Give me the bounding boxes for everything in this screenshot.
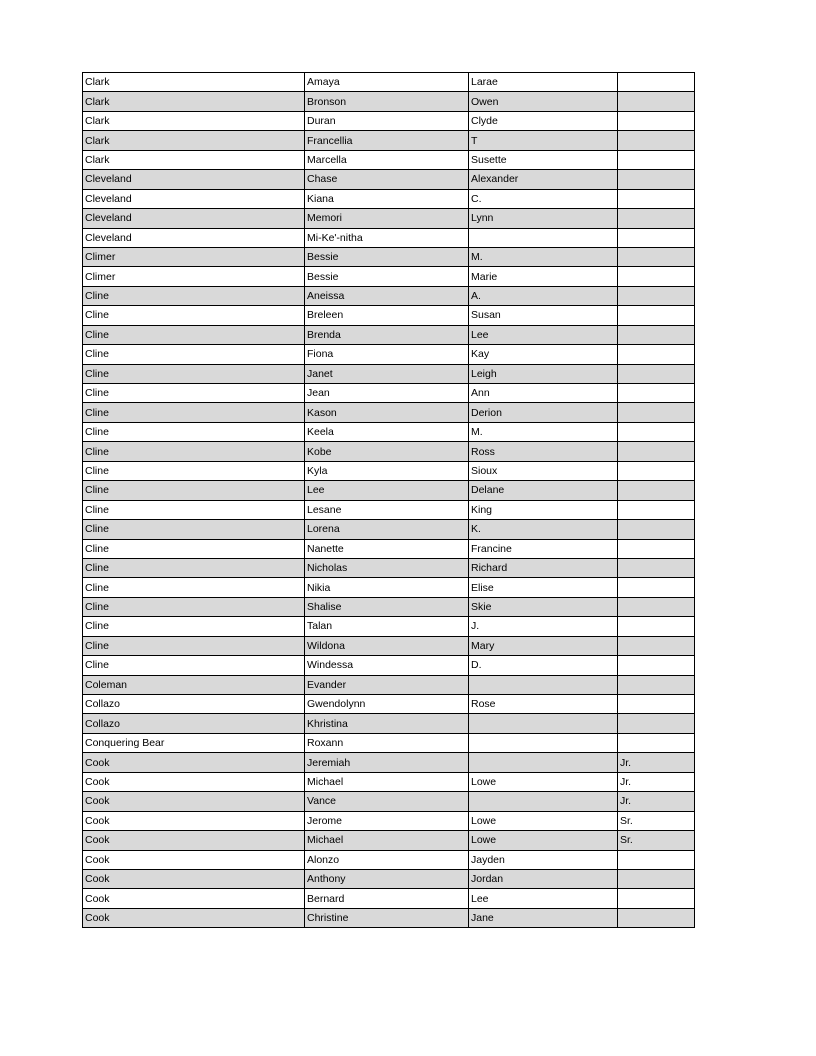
first-name-cell: Vance [305,792,469,811]
first-name-cell: Talan [305,617,469,636]
last-name-cell: Cline [83,461,305,480]
table-row [83,422,695,441]
middle-name-cell: Jordan [469,869,618,888]
last-name-cell: Cook [83,831,305,850]
table-row [83,695,695,714]
table-row [83,228,695,247]
table-row [83,209,695,228]
middle-name-cell [469,228,618,247]
first-name-cell: Gwendolynn [305,695,469,714]
last-name-cell: Clark [83,150,305,169]
last-name-cell: Cook [83,850,305,869]
table-row [83,461,695,480]
first-name-cell: Lesane [305,500,469,519]
first-name-cell: Bessie [305,267,469,286]
first-name-cell: Michael [305,831,469,850]
last-name-cell: Clark [83,111,305,130]
first-name-cell: Jerome [305,811,469,830]
middle-name-cell: T [469,131,618,150]
first-name-cell: Janet [305,364,469,383]
table-row [83,520,695,539]
last-name-cell: Cline [83,636,305,655]
last-name-cell: Cline [83,442,305,461]
middle-name-cell: M. [469,422,618,441]
first-name-cell: Windessa [305,656,469,675]
first-name-cell: Aneissa [305,286,469,305]
suffix-cell: Jr. [618,753,695,772]
middle-name-cell: Susan [469,306,618,325]
table-row [83,267,695,286]
first-name-cell: Wildona [305,636,469,655]
suffix-cell [618,733,695,752]
suffix-cell [618,422,695,441]
last-name-cell: Clark [83,131,305,150]
middle-name-cell [469,753,618,772]
first-name-cell: Alonzo [305,850,469,869]
first-name-cell: Christine [305,908,469,927]
first-name-cell: Roxann [305,733,469,752]
table-row [83,636,695,655]
last-name-cell: Cline [83,403,305,422]
suffix-cell: Jr. [618,792,695,811]
suffix-cell [618,850,695,869]
table-row [83,500,695,519]
first-name-cell: Kobe [305,442,469,461]
suffix-cell [618,908,695,927]
table-row [83,403,695,422]
middle-name-cell: D. [469,656,618,675]
middle-name-cell: Ann [469,384,618,403]
suffix-cell [618,189,695,208]
table-row [83,384,695,403]
first-name-cell: Brenda [305,325,469,344]
suffix-cell [618,520,695,539]
middle-name-cell: Marie [469,267,618,286]
table-row [83,306,695,325]
suffix-cell [618,170,695,189]
table-row [83,539,695,558]
last-name-cell: Collazo [83,714,305,733]
last-name-cell: Cook [83,811,305,830]
middle-name-cell: Elise [469,578,618,597]
suffix-cell [618,150,695,169]
table-row [83,247,695,266]
table-row [83,772,695,791]
first-name-cell: Breleen [305,306,469,325]
last-name-cell: Cook [83,869,305,888]
last-name-cell: Cline [83,597,305,616]
table-row [83,733,695,752]
last-name-cell: Cleveland [83,209,305,228]
suffix-cell [618,92,695,111]
last-name-cell: Cleveland [83,189,305,208]
first-name-cell: Bessie [305,247,469,266]
table-row [83,325,695,344]
suffix-cell [618,461,695,480]
suffix-cell [618,539,695,558]
middle-name-cell: Kay [469,345,618,364]
first-name-cell: Memori [305,209,469,228]
middle-name-cell: Lynn [469,209,618,228]
last-name-cell: Cline [83,364,305,383]
first-name-cell: Nikia [305,578,469,597]
middle-name-cell: King [469,500,618,519]
first-name-cell: Amaya [305,73,469,92]
suffix-cell [618,442,695,461]
suffix-cell [618,345,695,364]
middle-name-cell: Leigh [469,364,618,383]
middle-name-cell: Skie [469,597,618,616]
suffix-cell: Sr. [618,811,695,830]
middle-name-cell: K. [469,520,618,539]
last-name-cell: Cline [83,558,305,577]
suffix-cell [618,306,695,325]
first-name-cell: Khristina [305,714,469,733]
last-name-cell: Climer [83,247,305,266]
last-name-cell: Cline [83,578,305,597]
suffix-cell [618,247,695,266]
last-name-cell: Cleveland [83,228,305,247]
first-name-cell: Lorena [305,520,469,539]
table-row [83,481,695,500]
middle-name-cell: Lee [469,889,618,908]
first-name-cell: Bernard [305,889,469,908]
middle-name-cell: Richard [469,558,618,577]
table-row [83,811,695,830]
last-name-cell: Cline [83,306,305,325]
middle-name-cell: Clyde [469,111,618,130]
suffix-cell [618,325,695,344]
first-name-cell: Duran [305,111,469,130]
name-roster-table [82,72,695,928]
last-name-cell: Cline [83,500,305,519]
first-name-cell: Evander [305,675,469,694]
table-row [83,597,695,616]
middle-name-cell: Mary [469,636,618,655]
suffix-cell [618,869,695,888]
suffix-cell [618,695,695,714]
table-row [83,170,695,189]
suffix-cell [618,714,695,733]
table-row [83,286,695,305]
table-row [83,73,695,92]
middle-name-cell [469,733,618,752]
suffix-cell [618,889,695,908]
suffix-cell [618,111,695,130]
suffix-cell [618,578,695,597]
suffix-cell [618,481,695,500]
last-name-cell: Cleveland [83,170,305,189]
middle-name-cell: Susette [469,150,618,169]
first-name-cell: Jean [305,384,469,403]
first-name-cell: Jeremiah [305,753,469,772]
first-name-cell: Kiana [305,189,469,208]
last-name-cell: Cline [83,539,305,558]
middle-name-cell: Lowe [469,831,618,850]
last-name-cell: Cline [83,520,305,539]
middle-name-cell: Larae [469,73,618,92]
middle-name-cell [469,792,618,811]
last-name-cell: Cline [83,286,305,305]
first-name-cell: Anthony [305,869,469,888]
suffix-cell [618,73,695,92]
last-name-cell: Clark [83,92,305,111]
suffix-cell [618,617,695,636]
middle-name-cell: J. [469,617,618,636]
suffix-cell [618,675,695,694]
first-name-cell: Bronson [305,92,469,111]
last-name-cell: Cline [83,656,305,675]
last-name-cell: Clark [83,73,305,92]
last-name-cell: Cline [83,345,305,364]
last-name-cell: Collazo [83,695,305,714]
last-name-cell: Cline [83,384,305,403]
last-name-cell: Cook [83,753,305,772]
middle-name-cell [469,714,618,733]
last-name-cell: Cline [83,617,305,636]
suffix-cell [618,597,695,616]
last-name-cell: Conquering Bear [83,733,305,752]
middle-name-cell: Sioux [469,461,618,480]
table-row [83,364,695,383]
table-row [83,150,695,169]
table-row [83,442,695,461]
first-name-cell: Mi-Ke'-nitha [305,228,469,247]
middle-name-cell: Ross [469,442,618,461]
suffix-cell [618,286,695,305]
suffix-cell: Sr. [618,831,695,850]
middle-name-cell: A. [469,286,618,305]
first-name-cell: Nanette [305,539,469,558]
middle-name-cell [469,675,618,694]
table-row [83,92,695,111]
last-name-cell: Cline [83,325,305,344]
middle-name-cell: Rose [469,695,618,714]
suffix-cell [618,228,695,247]
suffix-cell [618,131,695,150]
first-name-cell: Nicholas [305,558,469,577]
suffix-cell [618,364,695,383]
table-row [83,850,695,869]
table-row [83,908,695,927]
first-name-cell: Francellia [305,131,469,150]
middle-name-cell: Delane [469,481,618,500]
middle-name-cell: M. [469,247,618,266]
table-row [83,869,695,888]
table-row [83,714,695,733]
middle-name-cell: Francine [469,539,618,558]
table-row [83,111,695,130]
middle-name-cell: Jane [469,908,618,927]
first-name-cell: Michael [305,772,469,791]
table-row [83,578,695,597]
suffix-cell [618,500,695,519]
first-name-cell: Kason [305,403,469,422]
table-row [83,753,695,772]
table-row [83,831,695,850]
table-row [83,889,695,908]
table-row [83,656,695,675]
middle-name-cell: Owen [469,92,618,111]
table-row [83,675,695,694]
table-row [83,558,695,577]
suffix-cell [618,656,695,675]
first-name-cell: Chase [305,170,469,189]
suffix-cell [618,558,695,577]
middle-name-cell: Lowe [469,772,618,791]
first-name-cell: Marcella [305,150,469,169]
first-name-cell: Shalise [305,597,469,616]
suffix-cell [618,209,695,228]
last-name-cell: Cook [83,908,305,927]
table-row [83,792,695,811]
table-row [83,131,695,150]
roster-body [83,73,695,928]
middle-name-cell: Jayden [469,850,618,869]
first-name-cell: Lee [305,481,469,500]
last-name-cell: Cook [83,772,305,791]
last-name-cell: Cline [83,422,305,441]
last-name-cell: Climer [83,267,305,286]
table-row [83,189,695,208]
table-row [83,345,695,364]
last-name-cell: Cline [83,481,305,500]
suffix-cell [618,267,695,286]
middle-name-cell: Derion [469,403,618,422]
suffix-cell [618,384,695,403]
first-name-cell: Kyla [305,461,469,480]
middle-name-cell: Alexander [469,170,618,189]
first-name-cell: Fiona [305,345,469,364]
last-name-cell: Cook [83,889,305,908]
last-name-cell: Cook [83,792,305,811]
suffix-cell: Jr. [618,772,695,791]
suffix-cell [618,636,695,655]
middle-name-cell: Lowe [469,811,618,830]
first-name-cell: Keela [305,422,469,441]
suffix-cell [618,403,695,422]
table-row [83,617,695,636]
middle-name-cell: C. [469,189,618,208]
last-name-cell: Coleman [83,675,305,694]
middle-name-cell: Lee [469,325,618,344]
